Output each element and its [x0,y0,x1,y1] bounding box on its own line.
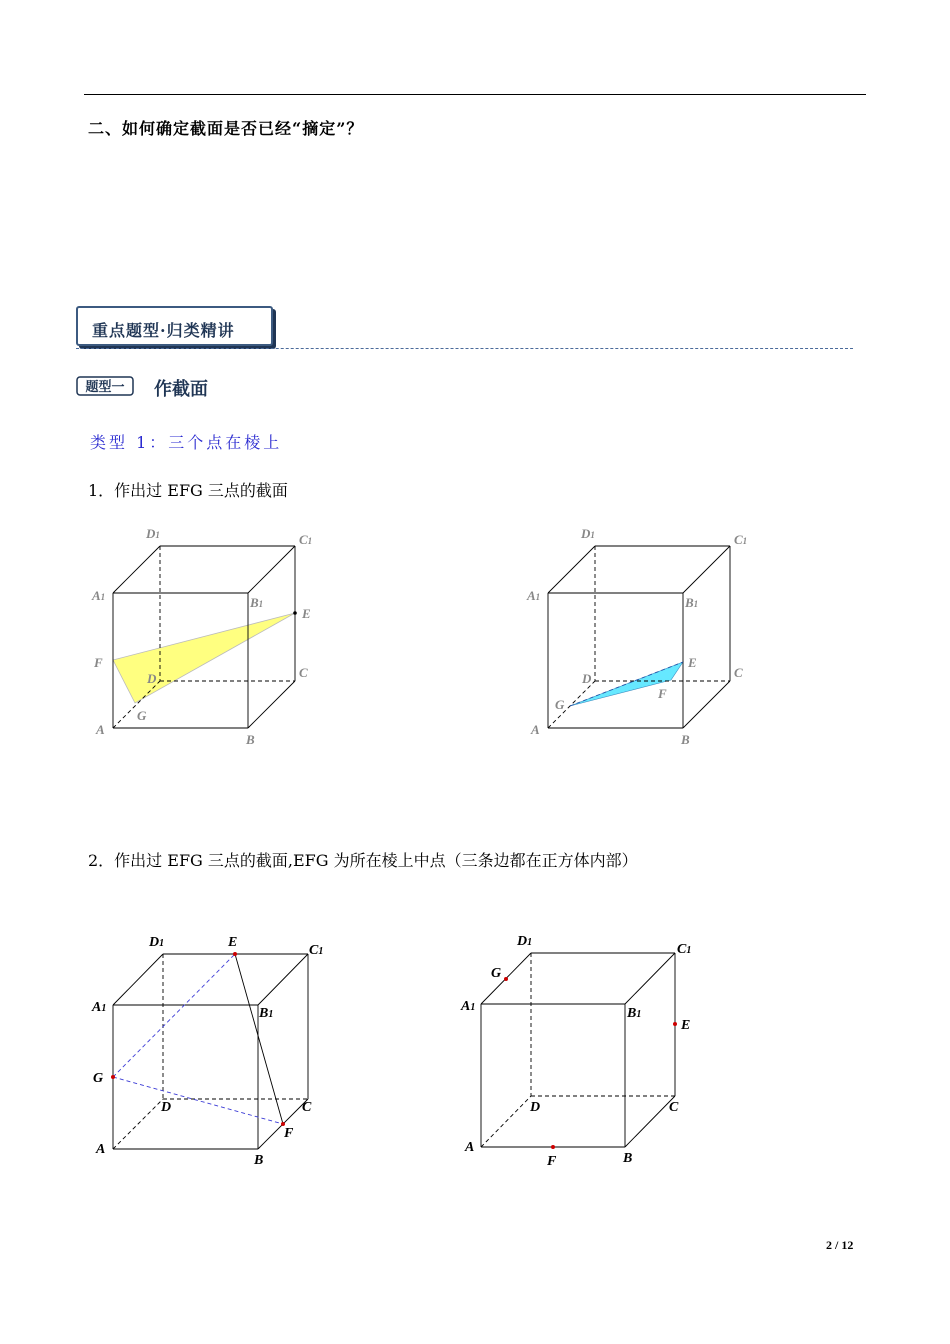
label-a: A [96,722,105,737]
label-b: B [254,1153,264,1168]
type-badge-icon [76,376,134,396]
label-b: B [246,732,255,747]
label-f: F [658,686,667,701]
label-f: F [94,655,103,670]
label-g: G [555,697,565,712]
label-d: D [582,671,592,686]
label-b1: B1 [627,1006,642,1021]
label-c: C [302,1100,312,1115]
label-a1: A1 [461,999,476,1014]
section-heading: 二、如何确定截面是否已经“摘定”？ [88,119,364,138]
section-triangle [113,613,295,703]
cube-figure-4 [450,925,710,1175]
label-c1: C1 [299,532,313,547]
label-a: A [531,722,540,737]
label-d: D [147,671,157,686]
label-e: E [228,935,238,950]
question-2: 2．作出过 EFG 三点的截面,EFG 为所在棱上中点（三条边都在正方体内部） [88,851,638,870]
label-a1: A1 [92,588,106,603]
cube-figure-3 [80,925,340,1175]
type-title: 作截面 [154,379,208,400]
label-g: G [93,1071,104,1086]
label-a1: A1 [527,588,541,603]
tag-label: 重点题型·归类精讲 [92,321,235,340]
label-d1: D1 [149,935,165,950]
label-b1: B1 [259,1006,274,1021]
label-a1: A1 [92,1000,107,1015]
label-c1: C1 [734,532,748,547]
label-c: C [669,1100,679,1115]
label-d: D [161,1100,172,1115]
label-e: E [302,606,311,621]
label-g: G [137,708,147,723]
type-badge-text: 题型一 [85,380,125,395]
cube-figure-2 [515,515,775,755]
label-e: E [688,655,697,670]
label-a: A [465,1140,475,1155]
label-c1: C1 [309,943,324,958]
label-c1: C1 [677,942,692,957]
page-number: 2 / 12 [826,1238,854,1252]
label-g: G [491,966,502,981]
label-c: C [299,665,308,680]
label-f: F [547,1154,557,1169]
subtype-title: 类型 1：三个点在棱上 [90,433,283,452]
cube-figure-1 [80,515,340,755]
question-1: 1．作出过 EFG 三点的截面 [88,481,288,500]
label-d1: D1 [517,934,533,949]
label-b1: B1 [250,595,264,610]
label-e: E [681,1018,691,1033]
label-d1: D1 [581,526,595,541]
label-b: B [623,1151,633,1166]
header-rule [84,94,866,95]
label-b1: B1 [685,595,699,610]
label-c: C [734,665,743,680]
dashed-divider [76,348,853,349]
label-d: D [530,1100,541,1115]
label-f: F [284,1126,294,1141]
label-b: B [681,732,690,747]
label-d1: D1 [146,526,160,541]
label-a: A [96,1142,106,1157]
